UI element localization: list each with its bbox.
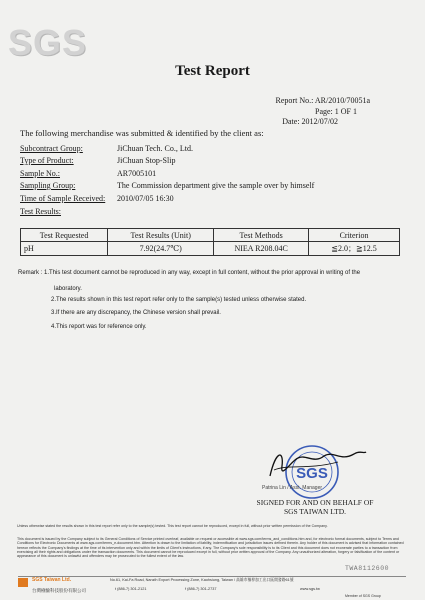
- footer-web: www.sgs.tw: [300, 587, 320, 591]
- footer-member: Member of SGS Group: [345, 594, 381, 598]
- header-test-requested: Test Requested: [21, 229, 108, 242]
- page-indicator: Page: 1 OF 1: [315, 107, 357, 116]
- remark-1-continued: laboratory.: [54, 286, 82, 292]
- field-label-product-type: Type of Product:: [20, 156, 74, 165]
- cell-test-method: NIEA R208.04C: [214, 242, 309, 256]
- page-title: Test Report: [175, 63, 250, 79]
- remark-4: 4.This report was for reference only.: [51, 324, 147, 330]
- report-date: Date: 2012/07/02: [282, 117, 338, 126]
- sgs-logo: SGS: [8, 22, 88, 63]
- footer-phone: t (886-7) 301-2121: [115, 587, 147, 591]
- field-value-sample-no: AR7005101: [117, 169, 157, 178]
- footer-fax: f (886-7) 301-2737: [185, 587, 217, 591]
- remark-3: 3.If there are any discrepancy, the Chinese version shall prevail.: [51, 310, 221, 316]
- cell-test-result: 7.92(24.7℃): [108, 242, 214, 256]
- footer-divider: [18, 576, 406, 577]
- field-value-subcontract: JiChuan Tech. Co., Ltd.: [117, 144, 193, 153]
- cell-criterion: ≦2.0；≧12.5: [309, 242, 400, 256]
- field-value-received-time: 2010/07/05 16:30: [117, 194, 174, 203]
- remark-1: Remark : 1.This test document cannot be reproduced in any way, except in full content, without the prior approval in writing of the: [18, 270, 361, 276]
- field-value-sampling-group: The Commission department give the sample over by himself: [117, 181, 315, 190]
- signed-line-1: SIGNED FOR AND ON BEHALF OF: [256, 498, 374, 507]
- table-header-row: [21, 229, 400, 242]
- footer-address: No.61, Kai-Fa Road, Nanzih Export Processing Zone, Kaohsiung, Taiwan / 高雄市楠梓加工出口區開發路61號: [110, 578, 294, 582]
- footer-company-zh: 台灣檢驗科技股份有限公司: [32, 588, 86, 593]
- svg-text:SGS: SGS: [296, 465, 328, 482]
- footer-logo-mark: [18, 578, 28, 587]
- field-label-test-results: Test Results:: [20, 207, 61, 216]
- field-label-sample-no: Sample No.:: [20, 169, 60, 178]
- table-row: [21, 242, 400, 256]
- field-label-sampling-group: Sampling Group:: [20, 181, 76, 190]
- cell-test-requested: pH: [21, 242, 108, 256]
- manager-name: Patrina Lin / Asst. Manager: [262, 485, 323, 491]
- signed-line-2: SGS TAIWAN LTD.: [283, 507, 347, 516]
- field-label-subcontract: Subcontract Group:: [20, 144, 83, 153]
- header-test-methods: Test Methods: [214, 229, 309, 242]
- signed-on-behalf: [240, 498, 390, 516]
- remark-2: 2.The results shown in this test report refer only to the sample(s) tested unless otherwise stated.: [51, 297, 307, 303]
- footer-company-en: SGS Taiwan Ltd.: [32, 577, 72, 583]
- field-value-product-type: JiChuan Stop-Slip: [117, 156, 176, 165]
- header-criterion: Criterion: [309, 229, 400, 242]
- results-table: [20, 228, 400, 256]
- disclaimer-long: This document is issued by the Company subject to its General Conditions of Service printed overleaf, available on request or accessible at www.sgs.com/terms_and_conditions.htm and, for electronic format documents, subject to Terms and Conditions for Electronic Documents at www.sgs.com/terms_e-document.htm. Attention is drawn to the limitation of liability, indemnification and jurisdiction issues defined therein. Any holder of this document is advised that information contained hereon reflects the Company's findings at the time of its intervention only and within the limits of Client's instructions, if any. The Company's sole responsibility is to its Client and this document does not exonerate parties to a transaction from exercising all their rights and obligations under the transaction documents. This document cannot be reproduced except in full, without prior written approval of the Company. Any unauthorized alteration, forgery or falsification of the content or appearance of this document is unlawful and offenders may be prosecuted to the fullest extent of the law.: [17, 537, 404, 559]
- header-test-results: Test Results (Unit): [108, 229, 214, 242]
- intro-text: The following merchandise was submitted & identified by the client as:: [20, 128, 264, 138]
- field-label-received-time: Time of Sample Received:: [20, 194, 106, 203]
- disclaimer-short: Unless otherwise stated the results shown in this test report refer only to the sample(s) tested. This test report cannot be reproduced, except in full, without prior written permission of the Company.: [17, 524, 328, 528]
- serial-number: TWA8112600: [345, 565, 390, 572]
- report-number: Report No.: AR/2010/70051a: [275, 96, 370, 105]
